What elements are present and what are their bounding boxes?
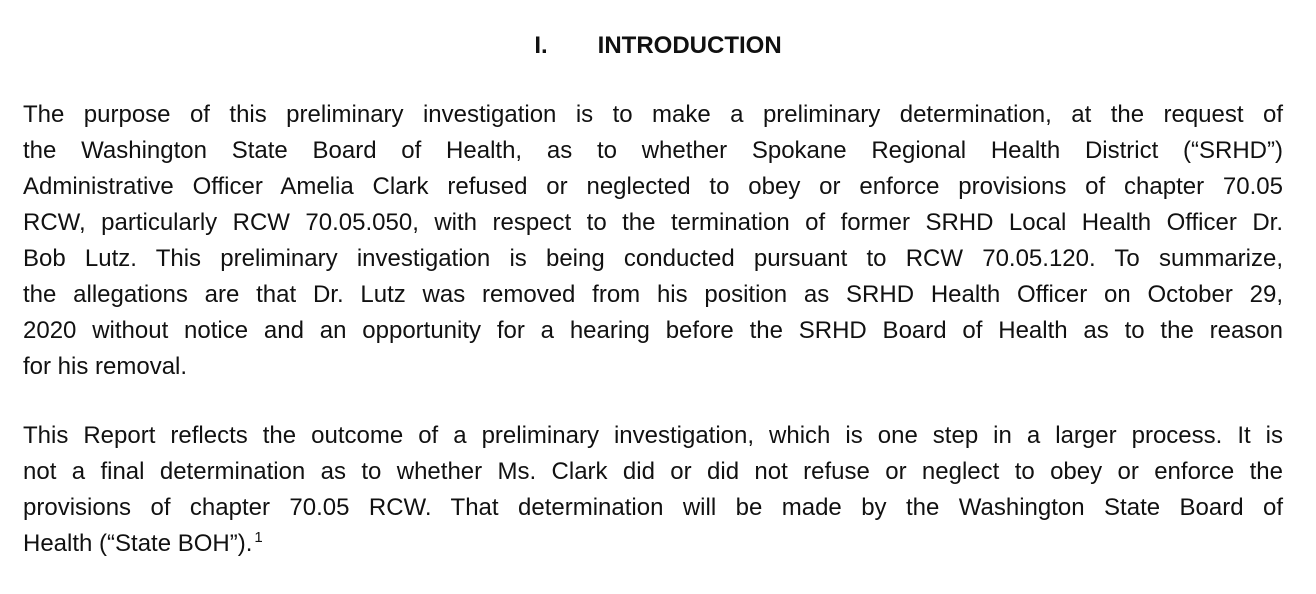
paragraph-line-text: Health (“State BOH”). — [23, 530, 253, 557]
paragraph-line: Administrative Officer Amelia Clark refused or neglected to obey or enforce provisions of chapter 70.05 — [23, 173, 1283, 200]
paragraph-line: the allegations are that Dr. Lutz was removed from his position as SRHD Health Officer on October 29, — [23, 281, 1283, 308]
paragraph-line: 2020 without notice and an opportunity for a hearing before the SRHD Board of Health as to the reason — [23, 317, 1283, 344]
paragraph-last-line — [23, 526, 1283, 562]
section-number: I. — [534, 32, 548, 59]
footnote-reference[interactable]: 1 — [254, 529, 263, 546]
paragraph-purpose — [23, 97, 1283, 385]
paragraph-line: RCW, particularly RCW 70.05.050, with respect to the termination of former SRHD Local Health Officer Dr. — [23, 209, 1283, 236]
paragraph-line: Bob Lutz. This preliminary investigation is being conducted pursuant to RCW 70.05.120. To summarize, — [23, 245, 1283, 272]
paragraph-line: not a final determination as to whether Ms. Clark did or did not refuse or neglect to obey or enforce the — [23, 458, 1283, 485]
section-title: INTRODUCTION — [597, 32, 782, 59]
paragraph-line: This Report reflects the outcome of a preliminary investigation, which is one step in a larger process. It is — [23, 422, 1283, 449]
section-heading — [0, 31, 1316, 61]
paragraph-line: provisions of chapter 70.05 RCW. That determination will be made by the Washington State Board of — [23, 494, 1283, 521]
paragraph-line: for his removal. — [23, 353, 188, 380]
paragraph-line: The purpose of this preliminary investigation is to make a preliminary determination, at the request of — [23, 101, 1283, 128]
paragraph-report-scope — [23, 418, 1283, 562]
paragraph-line: the Washington State Board of Health, as to whether Spokane Regional Health District (“SRHD”) — [23, 137, 1283, 164]
